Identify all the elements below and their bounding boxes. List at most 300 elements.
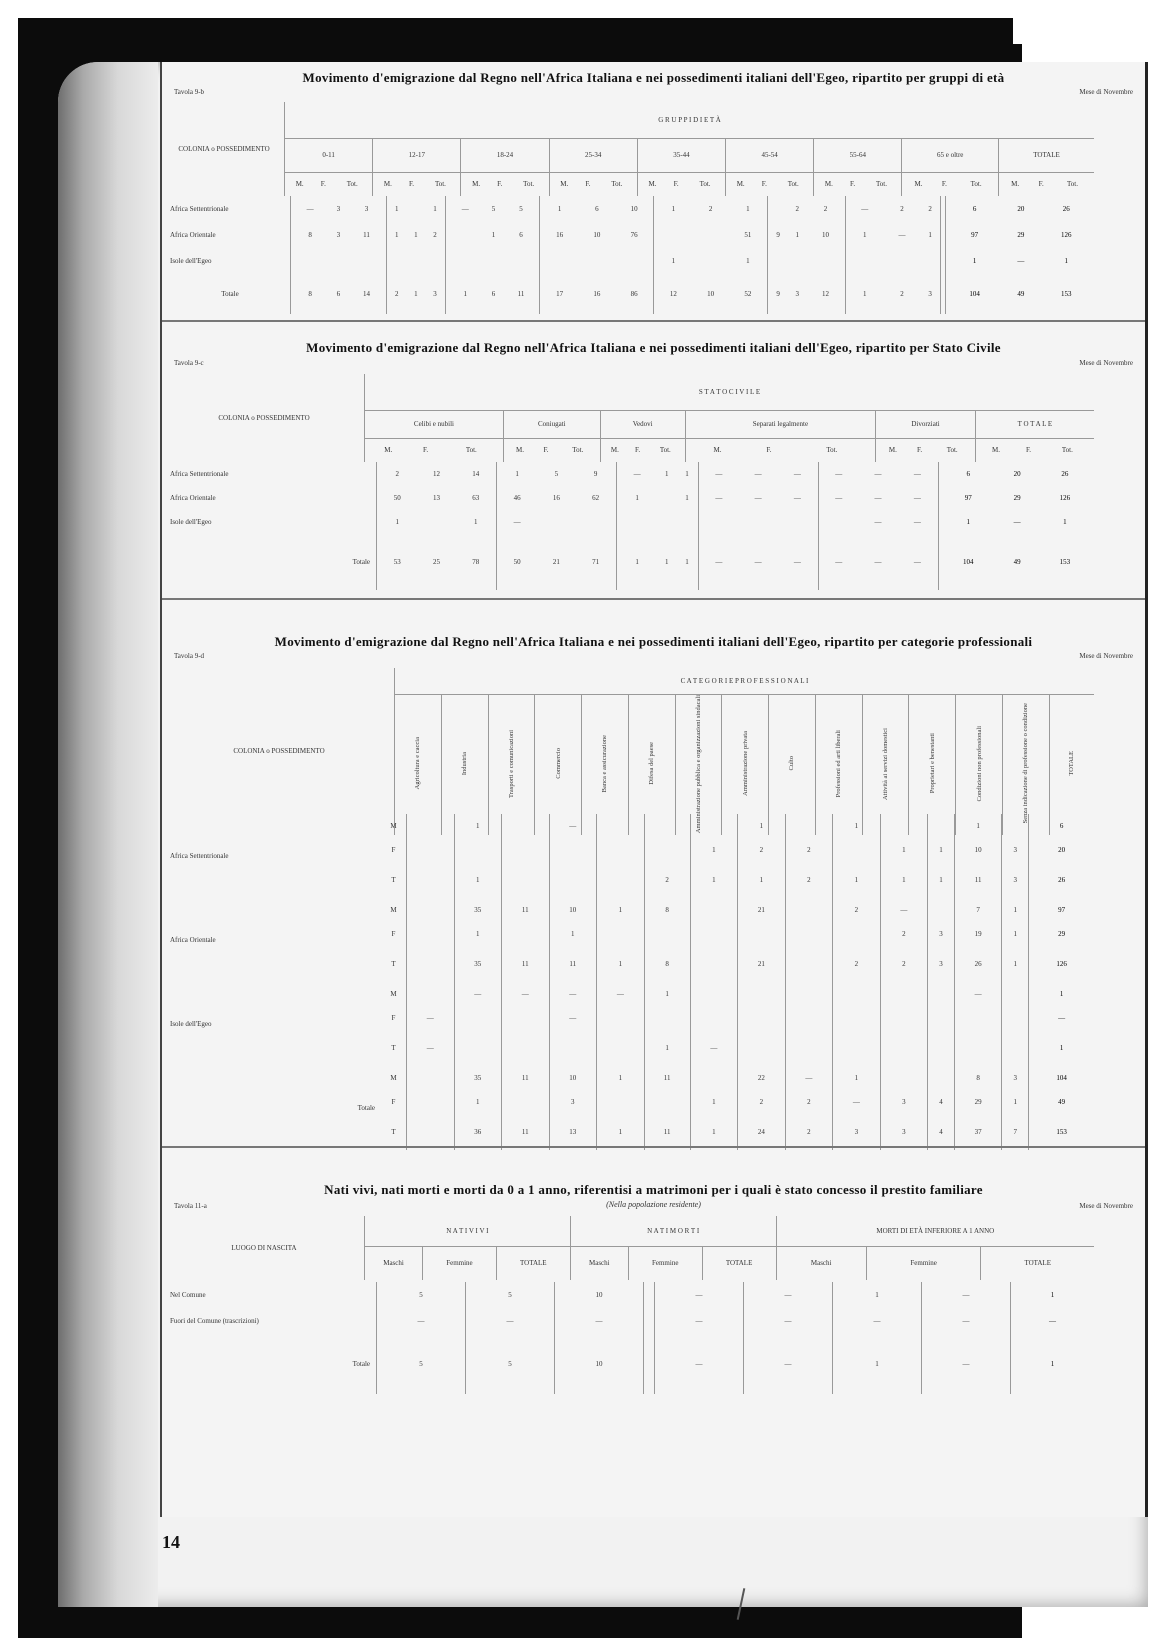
table-d-cell: [785, 1006, 833, 1030]
table-d-group-label: Totale: [357, 1104, 375, 1112]
table-d-cell: [502, 1030, 550, 1066]
table-c-subcol-header: M.: [365, 438, 412, 462]
table-d-cell: [880, 1066, 928, 1090]
table-d-cell: 1: [644, 982, 690, 1006]
table-e-cell: —: [655, 1308, 744, 1334]
table-c-cell: 13: [432, 494, 440, 502]
table-d-cell: [407, 922, 455, 946]
table-c-cell: —: [754, 494, 762, 502]
table-b-cell: [788, 248, 806, 274]
table-b-cell: —: [446, 196, 485, 222]
table-c-subcol-header: Tot.: [659, 446, 671, 455]
table-d-cell: [502, 1090, 550, 1114]
table-c-row: [164, 510, 1094, 534]
table-e-row: [164, 1334, 1094, 1394]
table-b-cell: 1: [746, 257, 750, 265]
table-e-births: [164, 1216, 1094, 1280]
table-b-cell: 11: [363, 231, 370, 239]
table-b-cell: 2: [900, 290, 904, 298]
table-d-cell: 3: [880, 1090, 928, 1114]
table-d-cell: 1: [454, 1090, 502, 1114]
table-c-cell: —: [698, 486, 739, 510]
table-d-cell: 1: [738, 814, 786, 838]
table-c-cell: 26: [1061, 470, 1069, 478]
table-e-group-header: N A T I V I V I: [365, 1216, 571, 1246]
table-d-cell: [738, 1030, 786, 1066]
table-b-cell: [484, 248, 502, 274]
table-b-subcol-header: F.: [941, 180, 947, 189]
table-d-cell: [785, 1030, 833, 1066]
table-b-subcol-header: F.: [1038, 180, 1044, 189]
table-d-cell: [597, 1030, 645, 1066]
table-d-cell: 1: [928, 838, 955, 862]
table-d-cell: [690, 898, 738, 922]
table-b-cell: 49: [1017, 290, 1025, 298]
table-e-cell: 1: [833, 1334, 922, 1394]
table-d-cell: [407, 862, 455, 898]
table-d-cell: [690, 982, 738, 1006]
table-d-cell: 1: [690, 1090, 738, 1114]
table-d-cell: [644, 838, 690, 862]
table-e-cell: —: [744, 1334, 833, 1394]
table-e-subcol-header: Maschi: [776, 1246, 866, 1280]
table-d-category-label: Condizioni non professionali: [975, 725, 983, 802]
table-b-row: [164, 274, 1094, 314]
table-d-cell: [549, 838, 597, 862]
table-d-cell: 2: [785, 1090, 833, 1114]
table-b-row-label: Africa Settentrionale: [170, 205, 229, 213]
table-d-cell: [502, 922, 550, 946]
table-b-cell: 126: [1061, 231, 1072, 239]
table-c-cell: 9: [593, 470, 598, 478]
table-e-cell: —: [922, 1334, 1011, 1394]
table-d-sex-label: T: [391, 876, 396, 884]
table-d-cell: [454, 1030, 502, 1066]
table-b-subcol-header: F.: [673, 180, 679, 189]
table-d-row: [164, 982, 1094, 1006]
table-d-cell: [785, 922, 833, 946]
table-d-cell: —: [690, 1030, 738, 1066]
table-b-cell: 153: [1061, 290, 1072, 298]
table-b-cell: 2: [900, 205, 904, 213]
table-e-subcol-header: Maschi: [570, 1246, 628, 1280]
table-d-cell: [597, 1090, 645, 1114]
table-d-category-label: Culto: [788, 756, 796, 771]
table-d-cell: [785, 898, 833, 922]
table-b-subcol-header: F.: [320, 180, 326, 189]
table-b-age-group: 18-24: [461, 138, 549, 172]
table-c-cell: 49: [1013, 558, 1021, 566]
table-d-cell: [407, 1066, 455, 1090]
table-d-cell: 1: [597, 946, 645, 982]
table-b-cell: [446, 248, 485, 274]
table-e-subcol-header: Femmine: [866, 1246, 981, 1280]
table-d-cell: 97: [1029, 898, 1094, 922]
table-d-cell: 36: [454, 1114, 502, 1150]
table-b-row-label: Totale: [221, 290, 239, 298]
table-d-category-label: TOTALE: [1068, 751, 1076, 776]
table-d-cell: [785, 982, 833, 1006]
table-e-tavola: Tavola 11-a: [174, 1202, 207, 1210]
table-d-cell: 1: [454, 922, 502, 946]
table-d-cell: 29: [1029, 922, 1094, 946]
table-c-cell: 12: [432, 470, 440, 478]
table-c-cell: 16: [552, 494, 560, 502]
table-b-subcol-header: Tot.: [611, 180, 623, 189]
table-b-cell: [291, 248, 330, 274]
table-b-subcol-header: Tot.: [1067, 180, 1078, 189]
table-d-cell: 2: [785, 838, 833, 862]
table-b-cell: 2: [928, 205, 932, 213]
table-b-subcol-header: Tot.: [346, 180, 358, 189]
table-d-cell: 3: [833, 1114, 881, 1150]
table-b-cell: 6: [336, 290, 341, 298]
table-b-cell: 52: [744, 290, 752, 298]
table-b-cell: 3: [364, 205, 369, 213]
table-d-cell: 1: [690, 838, 738, 862]
table-b-subcol-header: F.: [849, 180, 856, 189]
table-b-cell: 86: [630, 290, 638, 298]
table-d-cell: [1002, 1030, 1029, 1066]
table-d-cell: 1: [549, 922, 597, 946]
table-c-cell: —: [913, 558, 921, 566]
table-d-cell: 1: [1002, 898, 1029, 922]
table-c-row: [164, 462, 1094, 486]
table-e-cell: —: [465, 1308, 554, 1334]
table-b-cell: [920, 248, 941, 274]
table-d-cell: —: [502, 982, 550, 1006]
table-e-subcol-header: TOTALE: [702, 1246, 776, 1280]
table-d-cell: 11: [502, 1066, 550, 1090]
table-d-cell: [407, 1090, 455, 1114]
table-b-cell: 2: [433, 231, 437, 239]
table-d-cell: 10: [549, 1066, 597, 1090]
table-c-cell: [575, 510, 616, 534]
table-e-row: [164, 1308, 1094, 1334]
table-d-cell: [1002, 982, 1029, 1006]
table-b-subcol-header: M.: [902, 172, 935, 196]
table-b-subcol-header: Tot.: [434, 180, 446, 189]
table-d-cell: [690, 814, 738, 838]
table-d-cell: [549, 1030, 597, 1066]
table-b-cell: [579, 248, 615, 274]
table-c-row-label: Isole dell'Egeo: [170, 518, 212, 526]
table-b-group-header: G R U P P I D I E T À: [285, 102, 1095, 138]
page-number: 14: [162, 1532, 180, 1552]
table-b-cell: 1: [433, 205, 437, 213]
table-d-category-label: Industria: [461, 752, 469, 776]
table-c-cell: —: [874, 494, 882, 502]
table-b-cell: 10: [630, 205, 638, 213]
table-e-row-label: Fuori del Comune (trascrizioni): [170, 1317, 259, 1325]
table-b-cell: [806, 248, 845, 274]
table-e-cell: [643, 1308, 654, 1334]
table-d-category-label: Professioni ed arti liberali: [835, 729, 843, 798]
table-e-cell: 1: [833, 1282, 922, 1308]
table-d-cell: 1: [690, 1114, 738, 1150]
table-b-cell: 1: [386, 196, 407, 222]
table-d-title: Movimento d'emigrazione dal Regno nell'Africa Italiana e nei possedimenti italiani dell'Egeo, ripartito per categorie professionali: [274, 634, 1033, 649]
table-e-body: [164, 1282, 1094, 1394]
table-e-cell: —: [655, 1334, 744, 1394]
table-b-subcol-header: M.: [549, 172, 579, 196]
table-d-cell: 35: [454, 1066, 502, 1090]
table-b-cell: —: [291, 196, 330, 222]
table-b-cell: 3: [928, 290, 932, 298]
table-d-sex-label: T: [391, 1128, 396, 1136]
table-d-cell: 21: [738, 946, 786, 982]
table-c-cell: —: [913, 470, 921, 478]
table-b-cell: 6: [491, 290, 496, 298]
table-b-cell: 1: [746, 205, 750, 213]
table-b-cell: 3: [795, 290, 799, 298]
table-d-cell: [833, 922, 881, 946]
table-b-cell: [347, 248, 386, 274]
table-e-subcol-header: Maschi: [365, 1246, 423, 1280]
table-b-cell: 9: [768, 274, 789, 314]
table-c-subcol-header: F.: [543, 446, 549, 455]
table-d-cell: [833, 1030, 881, 1066]
table-d-cell: 8: [644, 946, 690, 982]
table-d-cell: 24: [738, 1114, 786, 1150]
table-d-cell: [407, 838, 455, 862]
table-c-cell: [657, 486, 676, 510]
table-d-category-label: Trasporti e comunicazioni: [507, 729, 515, 798]
table-d-cell: [454, 838, 502, 862]
table-c-subcol-header: Tot.: [1061, 446, 1073, 455]
table-b-cell: 1: [795, 231, 799, 239]
table-b-cell: 1: [414, 231, 418, 239]
table-d-cell: 21: [738, 898, 786, 922]
table-e-row: [164, 1282, 1094, 1308]
table-b-cell: [845, 248, 884, 274]
table-b-cell: 5: [519, 205, 523, 213]
table-d-cell: [454, 1006, 502, 1030]
table-d-cell: —: [880, 898, 928, 922]
table-d-cell: 1: [880, 862, 928, 898]
table-b-age-group: TOTALE: [999, 138, 1095, 172]
table-b-cell: 14: [363, 290, 371, 298]
table-c-subcol-header: M.: [685, 438, 750, 462]
table-b-cell: 2: [823, 205, 828, 213]
table-c-cell: 29: [1013, 494, 1021, 502]
table-d-cell: 3: [928, 922, 955, 946]
table-d-cell: 1: [644, 1030, 690, 1066]
table-c-subcol-header: M.: [600, 438, 629, 462]
table-b-cell: 2: [708, 205, 713, 213]
table-c-cell: 97: [938, 486, 998, 510]
table-b-age-group: 35-44: [637, 138, 725, 172]
table-d-cell: [644, 1090, 690, 1114]
table-d-cell: 4: [928, 1090, 955, 1114]
table-b-cell: 2: [386, 274, 407, 314]
table-d-group-label: Africa Orientale: [170, 936, 216, 944]
table-d-cell: 10: [549, 898, 597, 922]
table-d-category-label: Attività ai servizi domestici: [881, 727, 889, 800]
table-d-category-label: Difesa del paese: [648, 742, 656, 785]
table-d-cell: 2: [785, 1114, 833, 1150]
table-d-cell: 26: [954, 946, 1002, 982]
table-b-cell: [615, 248, 654, 274]
table-c-cell: —: [793, 494, 801, 502]
table-b-cell: [386, 248, 407, 274]
table-d-cell: 19: [954, 922, 1002, 946]
table-c-civil-status: [164, 374, 1094, 462]
table-d-cell: 3: [1002, 838, 1029, 862]
table-d-cell: 1: [1029, 982, 1094, 1006]
scan-frame-notch: [1013, 18, 1159, 44]
table-b-age-group: 12-17: [373, 138, 461, 172]
page-content: [160, 62, 1148, 1517]
table-d-cell: [833, 982, 881, 1006]
table-b-cell: 12: [654, 274, 693, 314]
table-d-cell: [833, 1006, 881, 1030]
table-b-cell: 16: [540, 222, 579, 248]
table-d-category-label: Proprietari e benestanti: [928, 733, 936, 794]
table-c-cell: 63: [472, 494, 480, 502]
table-d-cell: [644, 922, 690, 946]
table-d-cell: 1: [597, 898, 645, 922]
table-b-subcol-header: Tot.: [699, 180, 711, 189]
table-b-cell: 97: [946, 222, 1003, 248]
table-d-cell: [502, 838, 550, 862]
table-e-cell: 10: [554, 1334, 643, 1394]
table-c-cell: —: [1013, 518, 1021, 526]
table-c-subcol-header: M.: [876, 438, 910, 462]
table-d-category-label: Amministrazione pubblica e organizzazioni sindacali: [694, 694, 702, 833]
table-b-cell: [503, 248, 540, 274]
table-d-cell: 2: [738, 838, 786, 862]
table-c-cell: —: [818, 486, 859, 510]
table-d-cell: 26: [1029, 862, 1094, 898]
table-c-cell: —: [818, 534, 859, 590]
table-c-title: Movimento d'emigrazione dal Regno nell'Africa Italiana e nei possedimenti italiani dell'Egeo, ripartito per Stato Civile: [306, 340, 1001, 355]
table-d-cell: —: [785, 1066, 833, 1090]
table-d-cell: 11: [502, 898, 550, 922]
table-d-cell: [549, 862, 597, 898]
table-c-row-label: Africa Orientale: [170, 494, 216, 502]
table-d-cell: [954, 1006, 1002, 1030]
table-e-cell: 10: [554, 1282, 643, 1308]
table-c-cell: 46: [496, 486, 537, 510]
table-d-cell: [833, 838, 881, 862]
table-c-month: Mese di Novembre: [1079, 359, 1133, 367]
table-b-cell: [425, 248, 446, 274]
table-d-cell: 6: [1029, 814, 1094, 838]
table-d-cell: 1: [1002, 946, 1029, 982]
table-d-cell: [690, 946, 738, 982]
table-d-cell: 2: [738, 1090, 786, 1114]
table-b-cell: 1: [446, 274, 485, 314]
table-b-cell: 3: [336, 231, 341, 239]
table-b-cell: 12: [821, 290, 829, 298]
table-d-cell: [597, 1006, 645, 1030]
table-e-subcol-header: Femmine: [628, 1246, 702, 1280]
table-b-cell: 1: [928, 231, 932, 239]
table-d-cell: 11: [502, 1114, 550, 1150]
table-d-cell: —: [597, 982, 645, 1006]
table-b-cell: 3: [336, 205, 341, 213]
table-b-cell: 10: [593, 231, 601, 239]
separator-d: [162, 1146, 1145, 1148]
table-d-cell: 35: [454, 946, 502, 982]
table-d-sex-label: M: [390, 1074, 397, 1082]
table-c-cell: 1: [473, 518, 478, 526]
table-d-sex-label: T: [391, 1044, 396, 1052]
table-c-cell: 62: [592, 494, 600, 502]
table-c-cell: 1: [665, 558, 669, 566]
table-d-cell: 1: [690, 862, 738, 898]
table-c-subcol-header: M.: [975, 438, 1016, 462]
table-d-cell: —: [407, 1030, 455, 1066]
table-c-cell: 1: [616, 534, 657, 590]
table-d-cell: [928, 982, 955, 1006]
table-d-cell: 7: [954, 898, 1002, 922]
table-d-cell: [738, 1006, 786, 1030]
table-d-cell: [597, 838, 645, 862]
table-b-cell: 1: [491, 231, 496, 239]
table-c-cell: 1: [685, 494, 689, 502]
table-d-cell: 1: [454, 814, 502, 838]
table-d-cell: [597, 862, 645, 898]
table-d-cell: [690, 922, 738, 946]
table-d-cell: 1: [1002, 922, 1029, 946]
table-b-cell: [884, 248, 920, 274]
table-c-cell: [417, 510, 455, 534]
table-d-cell: 1: [954, 814, 1002, 838]
table-d-cell: [644, 1006, 690, 1030]
table-c-cell: 14: [472, 470, 480, 478]
table-b-cell: 1: [414, 290, 418, 298]
table-d-cell: [928, 1006, 955, 1030]
table-e-cell: —: [833, 1308, 922, 1334]
separator-b: [162, 320, 1145, 322]
table-d-cell: 29: [954, 1090, 1002, 1114]
table-d-group-label: Africa Settentrionale: [170, 852, 229, 860]
table-b-cell: 6: [519, 231, 523, 239]
table-b-row: [164, 248, 1094, 274]
table-e-cell: 1: [1011, 1334, 1095, 1394]
table-d-sex-label: M: [390, 990, 397, 998]
table-c-cell: 53: [377, 534, 418, 590]
table-d-cell: 10: [954, 838, 1002, 862]
table-b-row-label: Isole dell'Egeo: [170, 257, 212, 265]
table-c-cell: —: [793, 470, 801, 478]
table-b-cell: 1: [845, 222, 884, 248]
table-c-cell: —: [874, 558, 882, 566]
table-d-cell: —: [549, 982, 597, 1006]
table-d-cell: 2: [880, 922, 928, 946]
table-b-subcol-header: F.: [761, 180, 767, 189]
table-c-cell: 1: [496, 462, 537, 486]
table-e-cell: —: [744, 1308, 833, 1334]
table-e-cell: —: [655, 1282, 744, 1308]
table-c-row-label: Totale: [352, 558, 370, 566]
table-d-cell: 11: [549, 946, 597, 982]
table-e-month: Mese di Novembre: [1079, 1202, 1133, 1210]
table-b-subcol-header: M.: [637, 172, 667, 196]
table-d-cell: 11: [954, 862, 1002, 898]
table-d-cell: 11: [644, 1066, 690, 1090]
table-d-cell: —: [1029, 1006, 1094, 1030]
table-c-subcol-header: Tot.: [572, 446, 584, 455]
table-b-row: [164, 196, 1094, 222]
table-b-subcol-header: M.: [373, 172, 403, 196]
table-b-cell: 1: [386, 222, 407, 248]
table-c-body: [164, 462, 1094, 590]
table-c-state-header: Coniugati: [503, 410, 600, 438]
table-b-cell: 76: [630, 231, 638, 239]
